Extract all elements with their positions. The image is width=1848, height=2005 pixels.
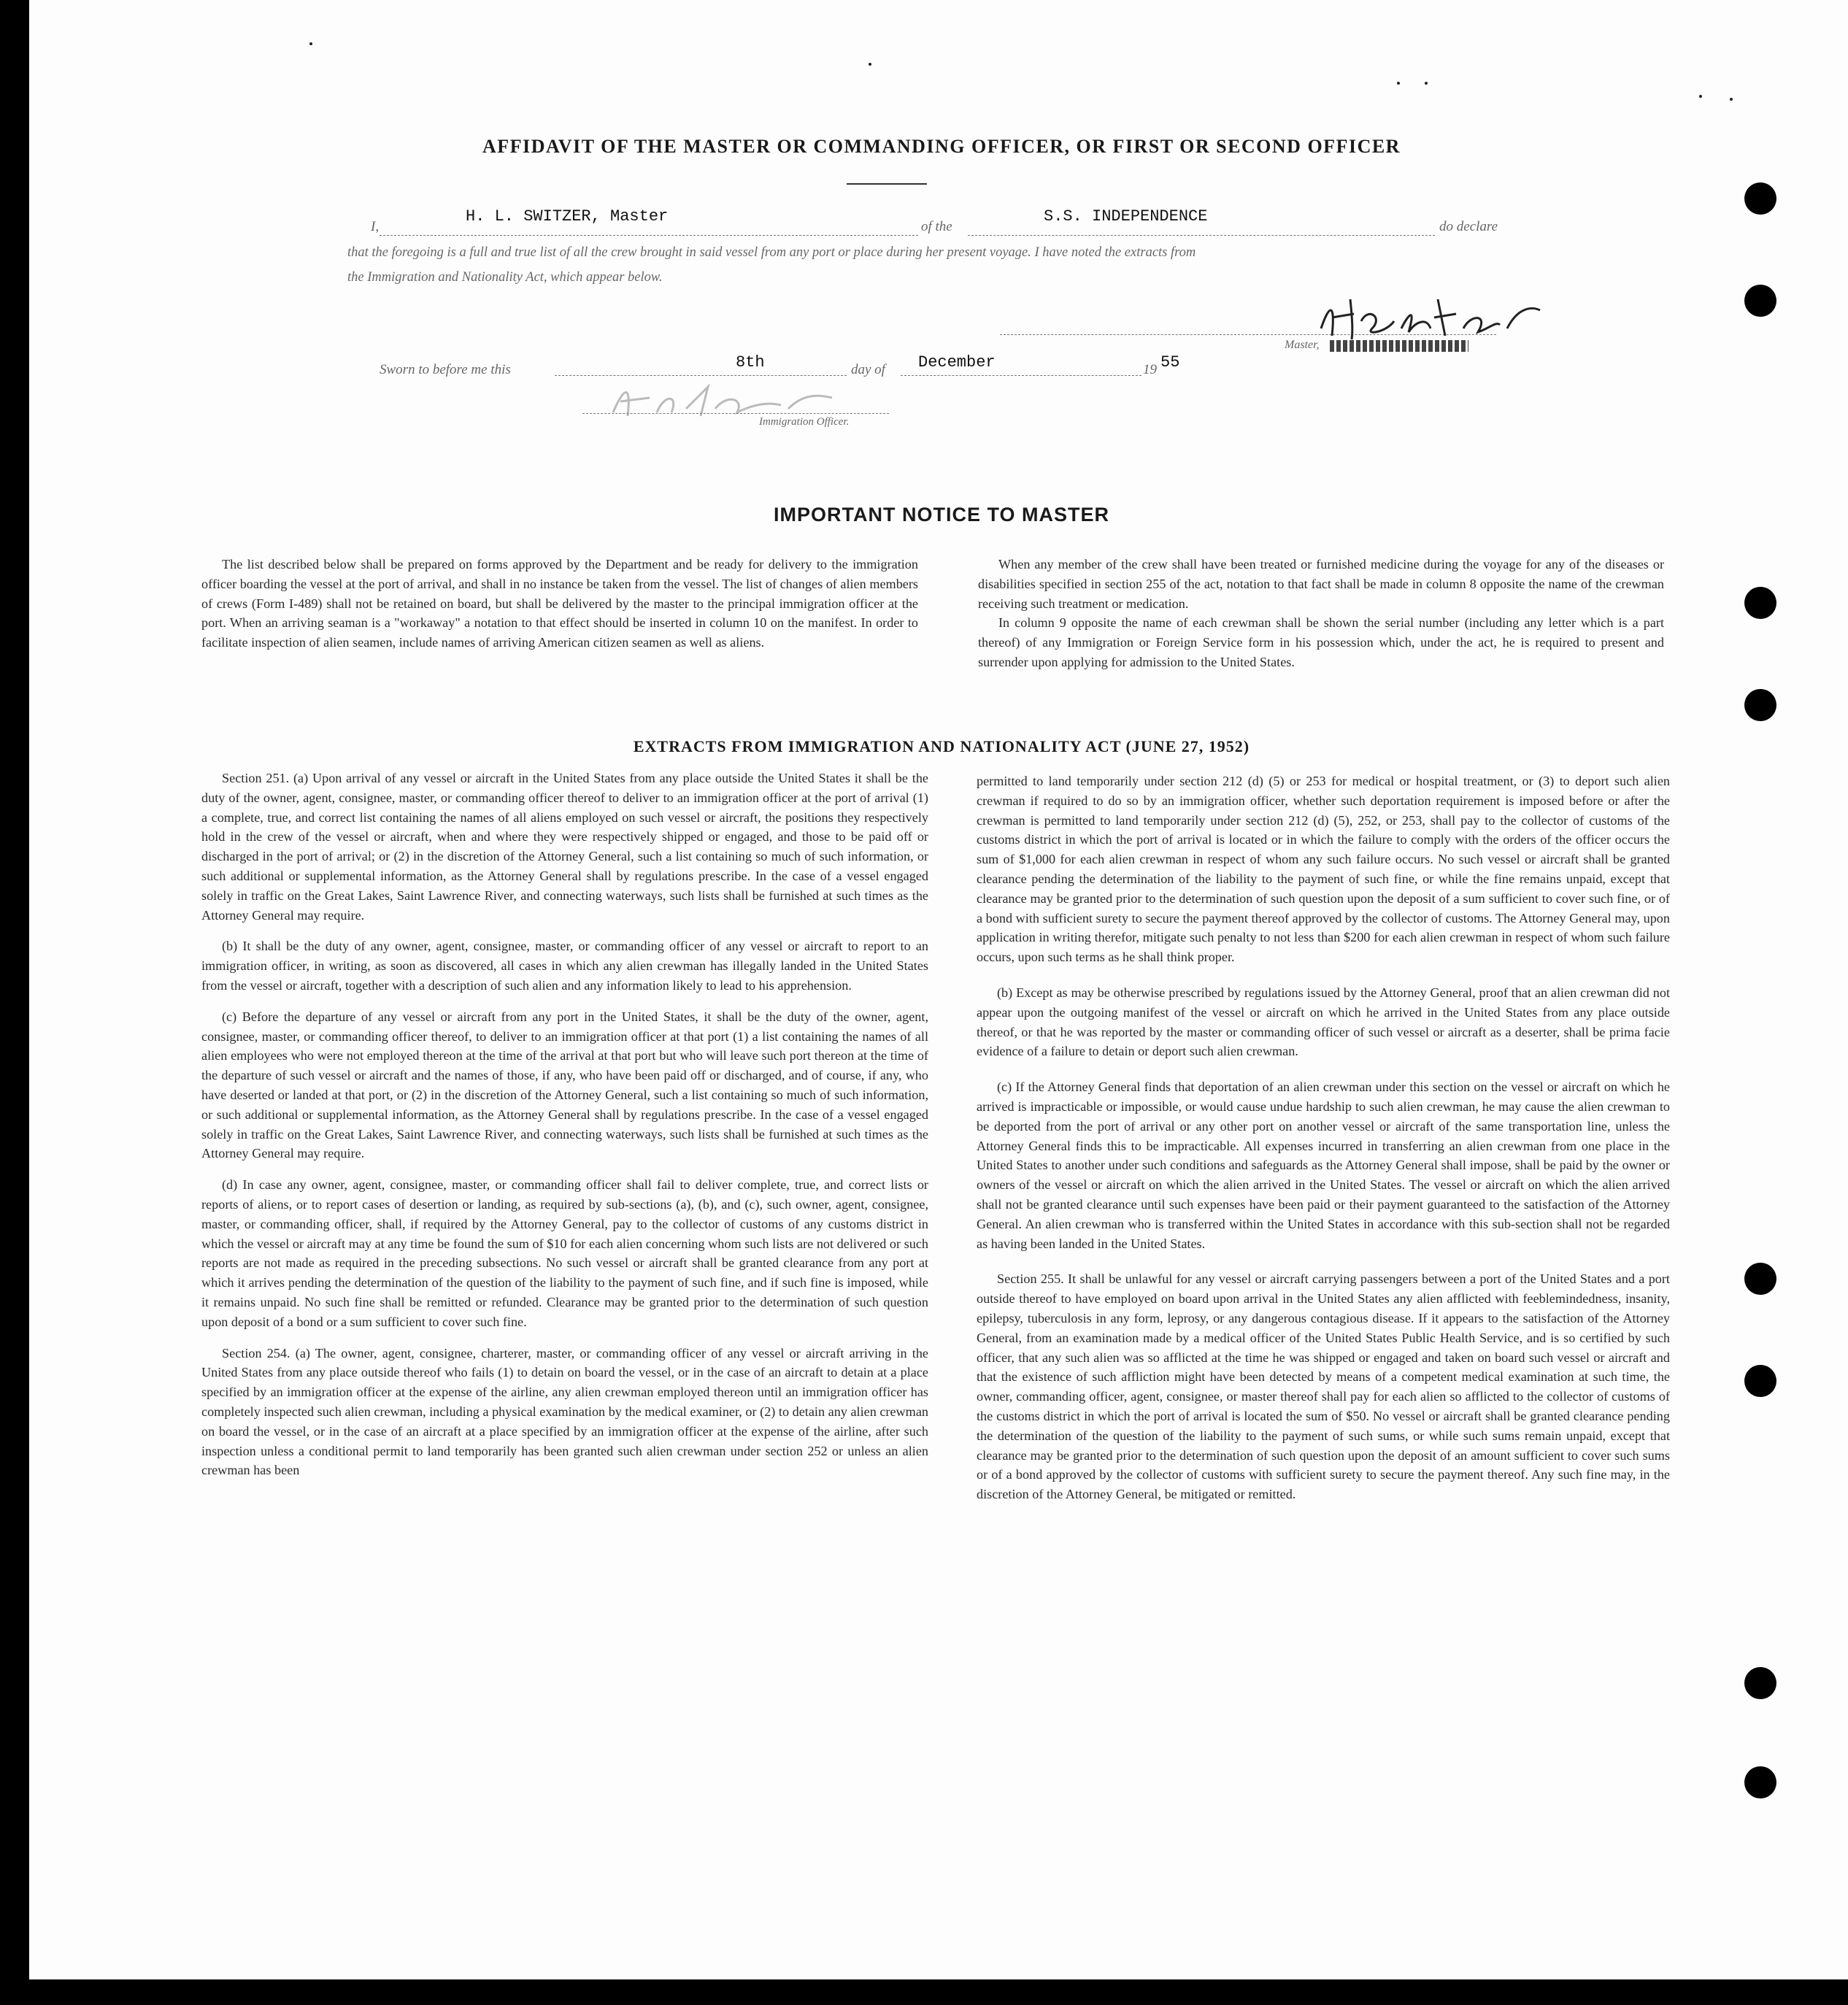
officer-label: Immigration Officer. xyxy=(759,416,850,428)
section-254b: (b) Except as may be otherwise prescribed by regulations issued by the Attorney General, proof that an alien crewman did not appear upon the outgoing manifest of the vessel or aircraft on which he arrived in the United States from any place outside thereof, or that he was reported by the master or commanding officer of such vessel or aircraft as a deserter, shall be prima facie evidence of a failure to detain or deport such alien crewman. xyxy=(977,985,1670,1059)
punch-hole xyxy=(1744,1365,1776,1397)
section-255: Section 255. It shall be unlawful for any vessel or aircraft carrying passengers between a port of the United States and a port outside thereof to have employed on board upon arrival in the United States any alien afflicted with feeblemindedness, insanity, epilepsy, tuberculosis in any form, leprosy, or any dangerous contagious disease. If it appears to the satisfaction of the Attorney General, from an examination made by a medical officer of the United States Public Health Service, and is so certified by such officer, that any such alien was so afflicted at the time he was shipped or engaged and taken on board such vessel or aircraft and that the existence of such affliction might have been detected by means of a competent medical examination at such time, the owner, commanding officer, agent, consignee, or master thereof shall pay for each alien so afflicted to the collector of customs of the customs district in which the port of arrival is located the sum of $50. No vessel or aircraft shall be granted clearance pending the determination of the question of the liability to the payment of such sums, or while such sums remain unpaid, except that clearance may be granted prior to the determination of such question upon the deposit of an amount sufficient to cover such sums or of a bond approved by the collector of customs with sufficient surety to secure the payment thereof. Any such fine may, in the discretion of the Attorney General, be mitigated or remitted. xyxy=(977,1271,1670,1502)
speck xyxy=(1699,95,1702,98)
day-of-label: day of xyxy=(851,362,885,377)
document-page xyxy=(29,0,1848,1979)
punch-hole xyxy=(1744,285,1776,317)
notice-title: IMPORTANT NOTICE TO MASTER xyxy=(774,504,1109,526)
prefix-i: I, xyxy=(371,219,380,234)
do-declare-label: do declare xyxy=(1439,219,1498,234)
officer-signature-line xyxy=(582,413,889,414)
speck xyxy=(1425,82,1428,85)
struck-out-title xyxy=(1330,340,1468,352)
speck xyxy=(1730,98,1733,101)
sworn-month-line xyxy=(901,375,1141,376)
section-254a-continued: permitted to land temporarily under section 212 (d) (5) or 253 for medical or hospital treatment, or (3) to deport such alien crewman if required to do so by an immigration officer, whether such deportation requirement is imposed before or after the crewman is permitted to land temporarily under section 212 (d) (5), 252, or 253, shall pay to the collector of customs of the customs district in which the port of arrival is located or in which the failure to comply with the orders of the officer occurs the sum of $1,000 for each alien crewman in respect of whom any such failure occurs. No such vessel or aircraft shall be granted clearance pending the determination of the liability to the payment of such fine, or while the fine remains unpaid, except that clearance may be granted prior to the determination of such question upon the deposit of a sum sufficient to cover such fine, or of a bond with sufficient surety to secure the payment thereof approved by the collector of customs. The Attorney General may, upon application in writing therefor, mitigate such penalty to not less than $200 for each alien crewman in respect of whom such failure occurs, upon such terms as he shall think proper. xyxy=(977,774,1670,965)
section-251c: (c) Before the departure of any vessel or aircraft from any port in the United States, it shall be the duty of the owner, agent, consignee, master, or commanding officer thereof, to deliver to an immigration officer at that port (1) a list containing the names of all alien employees who were not employed thereon at the time of the arrival at that port but who will leave such port thereon at the time of the departure of such vessel or aircraft and the names of those, if any, who have been paid off or discharged, and of course, if any, who have deserted or landed at that port, or (2) in the discretion of the Attorney General, such a list containing so much of such information, or such additional or supplemental information, as the Attorney General shall by regulations prescribe. In the case of a vessel engaged solely in traffic on the Great Lakes, Saint Lawrence River, and connecting waterways, such lists shall be furnished at such times as the Attorney General may require. xyxy=(201,1009,928,1161)
punch-hole xyxy=(1744,182,1776,215)
extracts-right-column xyxy=(977,771,1670,1516)
name-line xyxy=(380,235,918,236)
extracts-left-column xyxy=(201,769,928,1492)
declaration-line-1: that the foregoing is a full and true list of all the crew brought in said vessel from any port or place during her present voyage. I have noted the extracts from xyxy=(347,245,1196,260)
affidavit-title: AFFIDAVIT OF THE MASTER OR COMMANDING OFFICER, OR FIRST OR SECOND OFFICER xyxy=(482,136,1401,157)
title-divider xyxy=(847,183,927,185)
sworn-label: Sworn to before me this xyxy=(380,362,511,377)
speck xyxy=(869,63,871,66)
vessel-line xyxy=(968,235,1435,236)
master-label: Master, xyxy=(1285,339,1320,351)
notice-left-text: The list described below shall be prepared on forms approved by the Department and be ready for delivery to the immigration officer boarding the vessel at the port of arrival, and shall in no instance be taken from the vessel. The list of changes of alien members of crews (Form I-489) shall not be retained on board, but shall be delivered by the master to the principal immigration officer at the port. When an arriving seaman is a "workaway" a notation to that effect should be inserted in column 10 on the manifest. In order to facilitate inspection of alien seamen, include names of arriving American citizen seamen as well as aliens. xyxy=(201,557,918,650)
sworn-day: 8th xyxy=(736,353,765,372)
section-251a: Section 251. (a) Upon arrival of any vessel or aircraft in the United States from any place outside the United States it shall be the duty of the owner, agent, consignee, master, or commanding officer thereof to deliver to an immigration officer at the port of arrival (1) a complete, true, and correct list containing the names of all aliens employed on such vessel or aircraft, the positions they respectively hold in the crew of the vessel or aircraft, when and where they were respectively shipped or engaged, and those to be paid off or discharged in the port of arrival; or (2) in the discretion of the Attorney General, such a list containing so much of such information, or such additional or supplemental information, as the Attorney General shall by regulations prescribe. In the case of a vessel engaged solely in traffic on the Great Lakes, Saint Lawrence River, and connecting waterways, such lists shall be furnished at such times as the Attorney General may require. xyxy=(201,771,928,923)
sworn-month: December xyxy=(918,353,996,372)
section-254c: (c) If the Attorney General finds that deportation of an alien crewman under this section on the vessel or aircraft on which he arrived is impracticable or impossible, or would cause undue hardship to such alien crewman, he may cause the alien crewman to be deported from the port of arrival or any other port on another vessel or aircraft of the same transportation line, unless the Attorney General finds this to be impracticable. All expenses incurred in transferring an alien crewman from one place in the United States to another under such conditions and safeguards as the Attorney General shall impose, shall be paid by the owner or owners of the vessel or aircraft on which the alien arrived in the United States. The vessel or aircraft on which the alien arrived shall not be granted clearance until such expenses have been paid or their payment guaranteed to the satisfaction of the Attorney General. An alien crewman who is transferred within the United States in accordance with this sub-section shall not be regarded as having been landed in the United States. xyxy=(977,1080,1670,1251)
punch-hole xyxy=(1744,1766,1776,1798)
section-254a: Section 254. (a) The owner, agent, consignee, charterer, master, or commanding officer of any vessel or aircraft arriving in the United States from any place outside thereof who fails (1) to detain on board the vessel, or in the case of an aircraft to detain at a place specified by an immigration officer at the expense of the airline, any alien crewman employed thereon until an immigration officer has completely inspected such alien crewman, including a physical examination by the medical examiner, or (2) to detain any alien crewman on board the vessel, or in the case of an aircraft at a place specified by an immigration officer at the expense of the airline, after such inspection unless a conditional permit to land temporarily has been granted such alien crewman under section 252 or unless an alien crewman has been xyxy=(201,1345,928,1478)
year-prefix: 19 xyxy=(1143,362,1157,377)
punch-hole xyxy=(1744,689,1776,721)
year-suffix: 55 xyxy=(1160,353,1180,372)
notice-right-column xyxy=(978,555,1664,684)
notice-right-paragraph-2: In column 9 opposite the name of each crewman shall be shown the serial number (including any letter which is a part thereof) of any Immigration or Foreign Service form in his possession which, under the act, he is required to present and surrender upon applying for admission to the United States. xyxy=(978,615,1664,669)
section-251d: (d) In case any owner, agent, consignee, master, or commanding officer shall fail to deliver complete, true, and correct lists or reports of aliens, or to report cases of desertion or landing, as required by sub-sections (a), (b), and (c), such owner, agent, consignee, master, or commanding officer, shall, if required by the Attorney General, pay to the collector of customs of any customs district in which the vessel or aircraft may at any time be found the sum of $10 for each alien concerning whom such lists are not delivered or such reports are not made as required in the preceding subsections. No such vessel or aircraft shall be granted clearance from any port at which it arrives pending the determination of the question of the liability to the payment of such fine, and if such fine is imposed, while it remains unpaid. No such fine shall be remitted or refunded. Clearance may be granted prior to the determination of such question upon deposit of a bond or a sum sufficient to cover such fine. xyxy=(201,1177,928,1329)
notice-right-paragraph-1: When any member of the crew shall have been treated or furnished medicine during the voyage for any of the diseases or disabilities specified in section 255 of the act, notation to that fact shall be made in column 8 opposite the name of the crewman receiving such treatment or medication. xyxy=(978,557,1664,611)
punch-hole xyxy=(1744,587,1776,619)
declaration-line-2: the Immigration and Nationality Act, which appear below. xyxy=(347,270,663,285)
punch-hole xyxy=(1744,1667,1776,1699)
speck xyxy=(1397,82,1400,85)
master-name: H. L. SWITZER, Master xyxy=(466,207,669,226)
extracts-title: EXTRACTS FROM IMMIGRATION AND NATIONALITY ACT (JUNE 27, 1952) xyxy=(633,737,1250,755)
punch-hole xyxy=(1744,1263,1776,1295)
vessel-name: S.S. INDEPENDENCE xyxy=(1044,207,1208,226)
notice-left-column xyxy=(201,555,918,664)
section-251b: (b) It shall be the duty of any owner, agent, consignee, master, or commanding officer of any vessel or aircraft to report to an immigration officer, in writing, as soon as discovered, all cases in which any alien crewman has illegally landed in the United States from the vessel or aircraft, together with a description of such alien and any information likely to lead to his apprehension. xyxy=(201,939,928,993)
of-the-label: of the xyxy=(921,219,952,234)
speck xyxy=(309,42,312,45)
